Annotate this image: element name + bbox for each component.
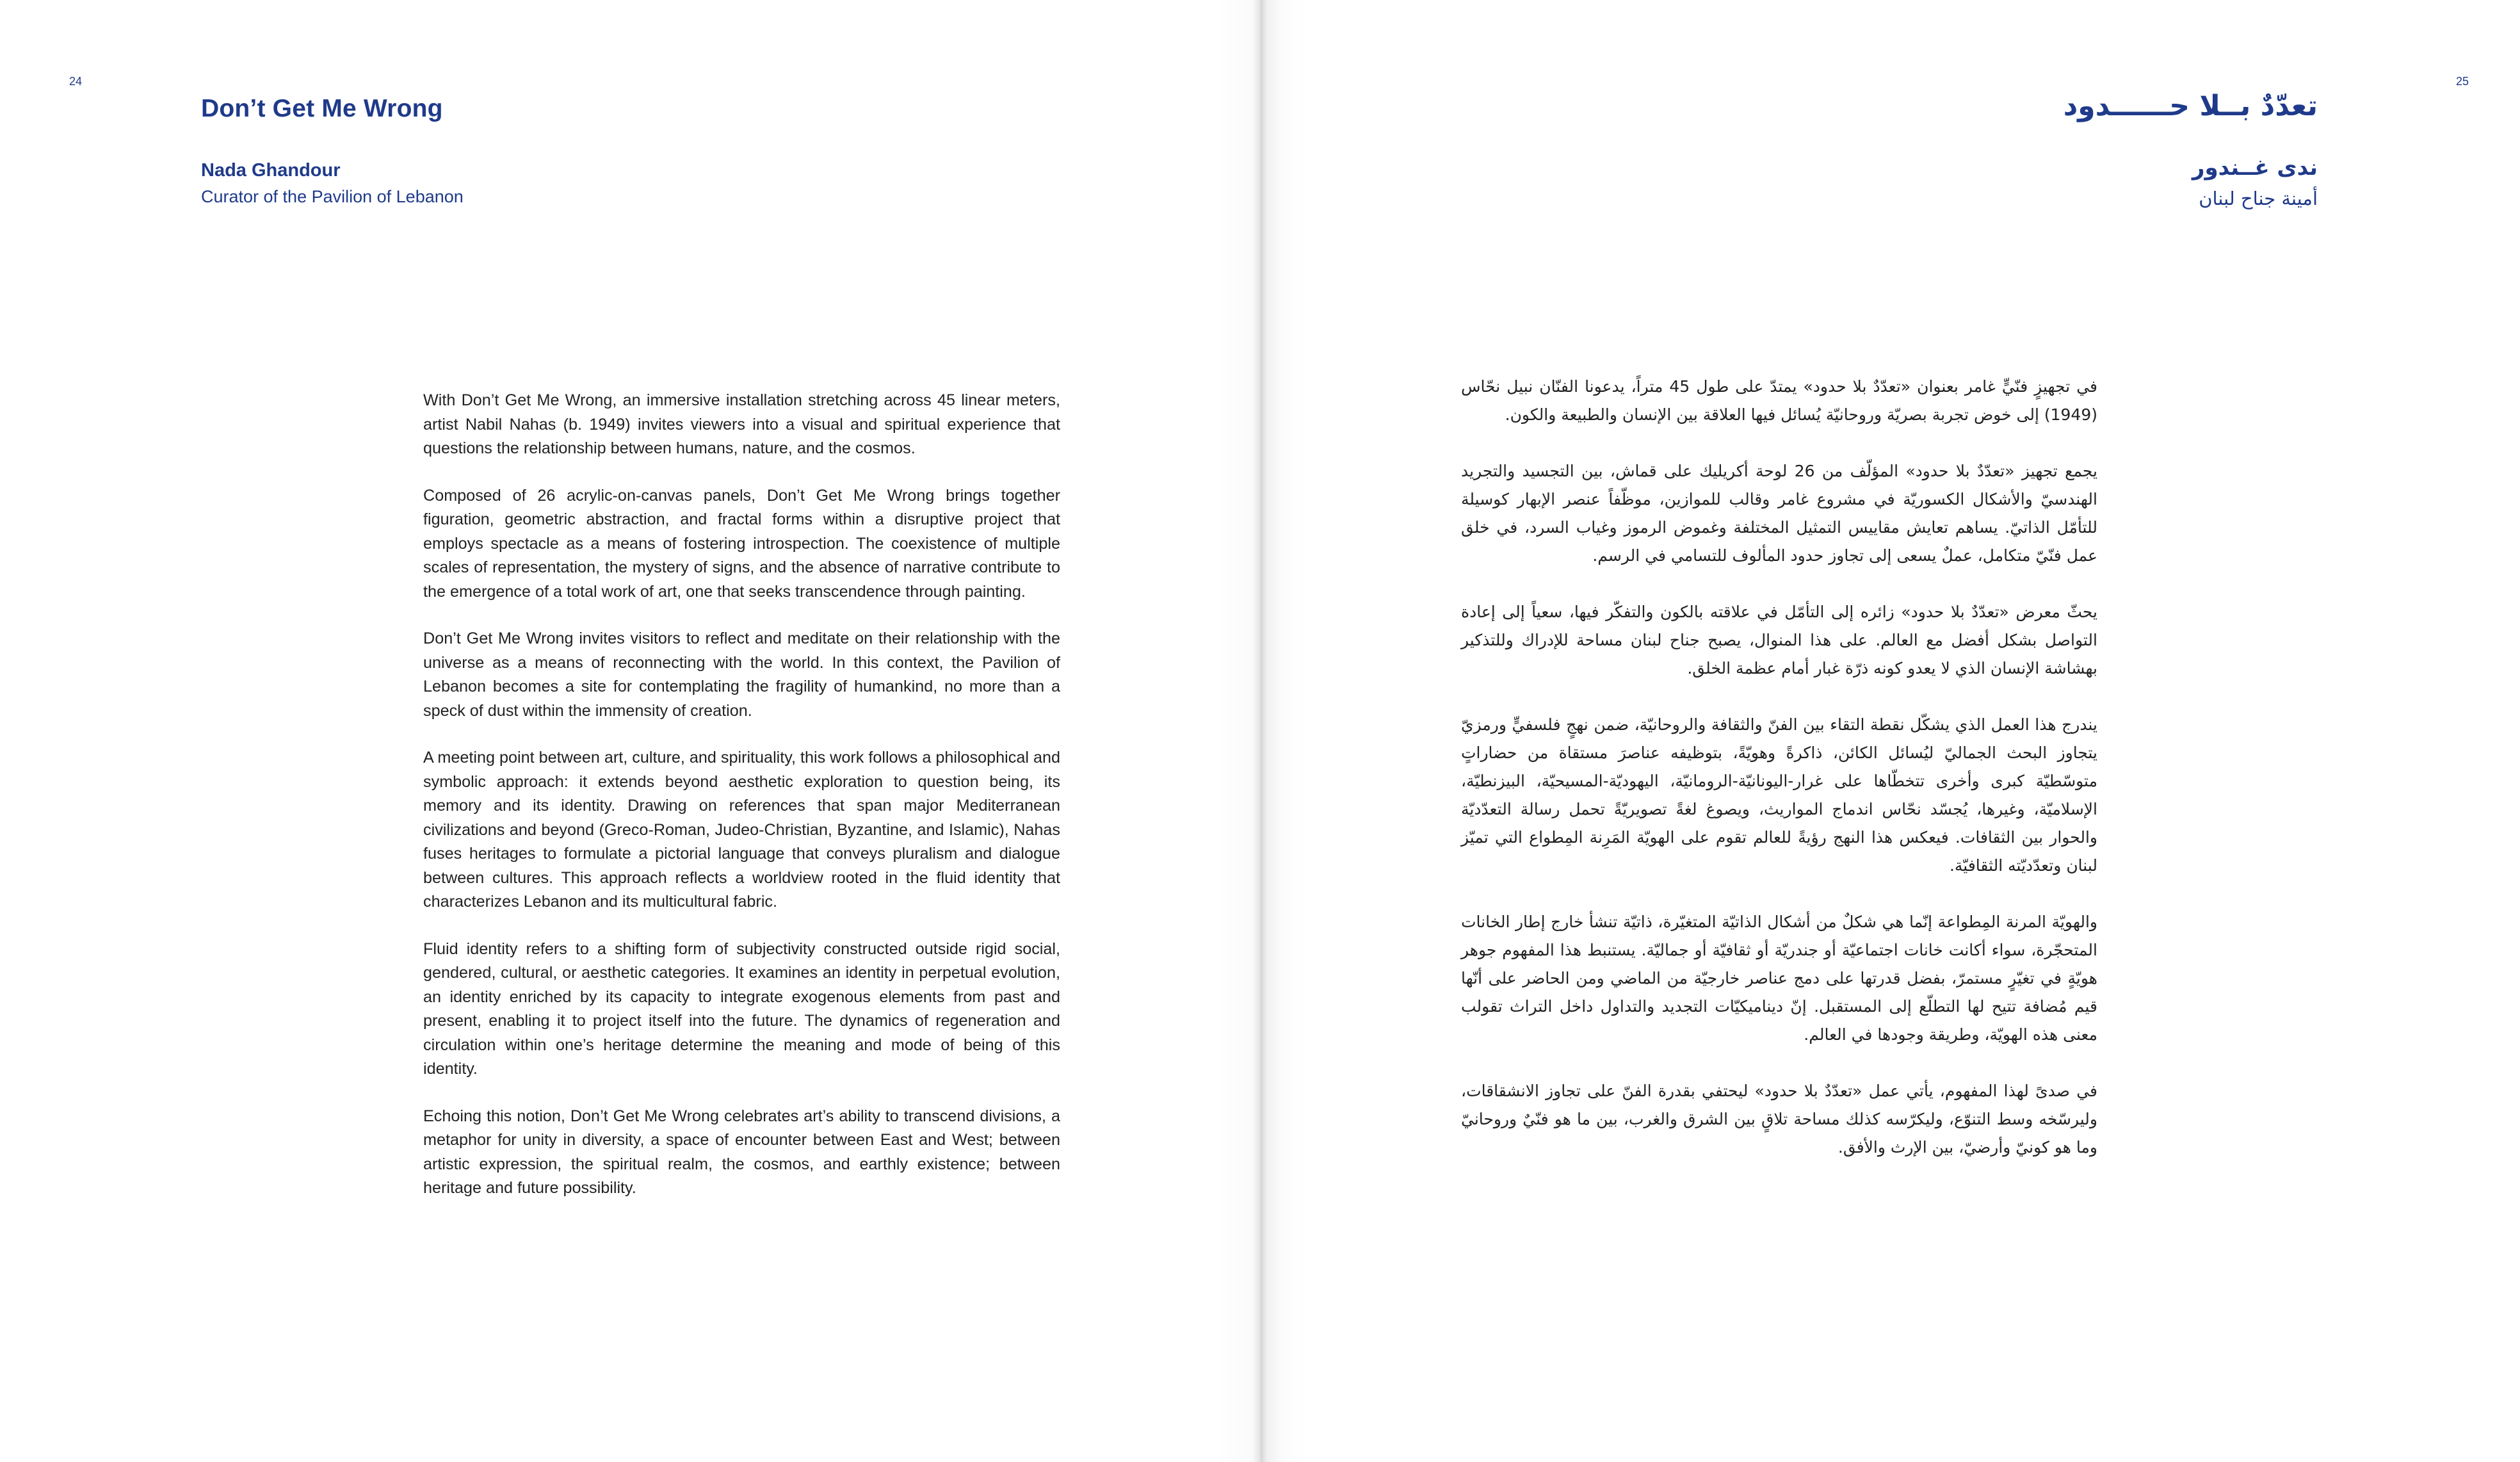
paragraph-ar-2: يجمع تجهيز «تعدّدٌ بلا حدود» المؤلّف من 26 لوحة أكريليك على قماش، بين التجسيد والتجريد الهندسيّ والأشكال الكسوريّة في مشروع غامر وقالب للموازين، موظّفاً عنصر الإبهار كوسيلة للتأمّل الذاتيّ. يساهم تعايش مقاييس التمثيل المختلفة وغموض الرموز وغياب السرد، في خلق عمل فنّيّ متكامل، عملٌ يسعى إلى تجاوز حدود المألوف للتسامي في الرسم. [1461,462,2097,565]
author-role-arabic: أمينة جناح لبنان [2199,188,2318,209]
body-text-english [423,389,1060,1224]
page-number-right: 25 [2455,75,2469,88]
paragraph-en-5: Fluid identity refers to a shifting form of subjectivity constructed outside rigid social, gendered, cultural, or aesthetic categories. It examines an identity in perpetual evolution, an identity enriched by its capacity to integrate exogenous elements from past and present, enabling it to project itself into the future. The dynamics of regeneration and circulation within one’s heritage determine the meaning and mode of being of this identity. [423,939,1060,1078]
paragraph-ar-6: في صدىً لهذا المفهوم، يأتي عمل «تعدّدٌ بلا حدود» ليحتفي بقدرة الفنّ على تجاوز الانشقاقات، وليرسّخه وسط التنوّع، وليكرّسه كذلك مساحة تلاقٍ بين الشرق والغرب، بين ما هو فنّيٌ وروحانيّ وما هو كونيّ وأرضيّ، بين الإرث والأفق. [1461,1082,2097,1157]
paragraph-ar-4: يندرج هذا العمل الذي يشكّل نقطة التقاء بين الفنّ والثقافة والروحانيّة، ضمن نهجٍ فلسفيٍّ ورمزيّ يتجاوز البحث الجماليّ ليُسائل الكائن، ذاكرةً وهويّةً، بتوظيفه عناصرَ مستقاة من حضاراتٍ متوسّطيّة كبرى وأخرى تتخطّاها على غرار-اليونانيّة-الرومانيّة، اليهوديّة-المسيحيّة، البيزنطيّة، الإسلاميّة، وغيرها، يُجسّد نحّاس اندماج المواريث، ويصوغ لغةً تصويريّةً تحمل رسالة التعدّديّة والحوار بين الثقافات. فيعكس هذا النهج رؤيةً للعالم تقوم على الهويّة المَرِنة المِطواع التي تميّز لبنان وتعدّديّته الثقافيّة. [1461,715,2097,875]
author-name-english: Nada Ghandour [201,160,341,181]
paragraph-ar-1: في تجهيزٍ فنّيٍّ غامر بعنوان «تعدّدٌ بلا حدود» يمتدّ على طول 45 متراً، يدعونا الفنّان نبيل نحّاس (1949) إلى خوض تجربة بصريّة وروحانيّة يُسائل فيها العلاقة بين الإنسان والطبيعة والكون. [1461,377,2098,424]
author-name-arabic: ندى غــندور [2192,155,2318,181]
title-english: Don’t Get Me Wrong [201,95,443,122]
paragraph-en-4: A meeting point between art, culture, and spirituality, this work follows a philosophical and symbolic approach: it extends beyond aesthetic exploration to question being, its memory and its identity. Drawing on references that span major Mediterranean civilizations and beyond (Greco-Roman, Judeo-Christian, Byzantine, and Islamic), Nahas fuses heritages to formulate a pictorial language that conveys pluralism and dialogue between cultures. This approach reflects a worldview rooted in the fluid identity that characterizes Lebanon and its multicultural fabric. [423,749,1060,911]
paragraph-ar-5: والهويّة المرنة المِطواعة إنّما هي شكلٌ من أشكال الذاتيّة المتغيّرة، ذاتيّة تنشأ خارج إطار الخانات المتحجّرة، سواء أكانت خانات اجتماعيّة أو جندريّة أو ثقافيّة أو جماليّة. يستنبط هذا المفهوم جوهر هويّةٍ في تغيّرٍ مستمرّ، بفضل قدرتها على دمج عناصر خارجيّة من الماضي ومن الحاضر على أنّها قيم مُضافة تتيح لها التطلّع إلى المستقبل. إنّ ديناميكيّات التجديد والتداول داخل التراث تقولب معنى هذه الهويّة، وطريقة وجودها في العالم. [1461,913,2097,1044]
page-number-left: 24 [69,75,83,88]
paragraph-en-2: Composed of 26 acrylic-on-canvas panels, Don’t Get Me Wrong brings together figuration, geometric abstraction, and fractal forms within a disruptive project that employs spectacle as a means of fostering introspection. The coexistence of multiple scales of representation, the mystery of signs, and the absence of narrative contribute to the emergence of a total work of art, one that seeks transcendence through painting. [423,486,1060,601]
title-arabic: تعدّدٌ بــلا حــــــدود [2063,90,2318,122]
body-text-arabic [1461,373,2097,1190]
author-role-english: Curator of the Pavilion of Lebanon [201,187,464,206]
paragraph-en-3: Don’t Get Me Wrong invites visitors to reflect and meditate on their relationship with the universe as a means of reconnecting with the world. In this context, the Pavilion of Lebanon becomes a site for contemplating the fragility of humankind, no more than a speck of dust within the immensity of creation. [423,629,1060,720]
paragraph-en-1: With Don’t Get Me Wrong, an immersive installation stretching across 45 linear meters, artist Nabil Nahas (b. 1949) invites viewers into a visual and spiritual experience that questions the relationship between humans, nature, and the cosmos. [423,391,1060,457]
paragraph-en-6: Echoing this notion, Don’t Get Me Wrong celebrates art’s ability to transcend divisions, a metaphor for unity in diversity, a space of encounter between East and West; between artistic expression, the spiritual realm, the cosmos, and earthly existence; between heritage and future possibility. [423,1107,1060,1197]
paragraph-ar-3: يحثّ معرض «تعدّدٌ بلا حدود» زائره إلى التأمّل في علاقته بالكون والتفكّر فيها، سعياً إلى إعادة التواصل بشكل أفضل مع العالم. على هذا المنوال، يصبح جناح لبنان مساحة للإدراك وللتذكير بهشاشة الإنسان الذي لا يعدو كونه ذرّة غبار أمام عظمة الخلق. [1461,603,2097,678]
